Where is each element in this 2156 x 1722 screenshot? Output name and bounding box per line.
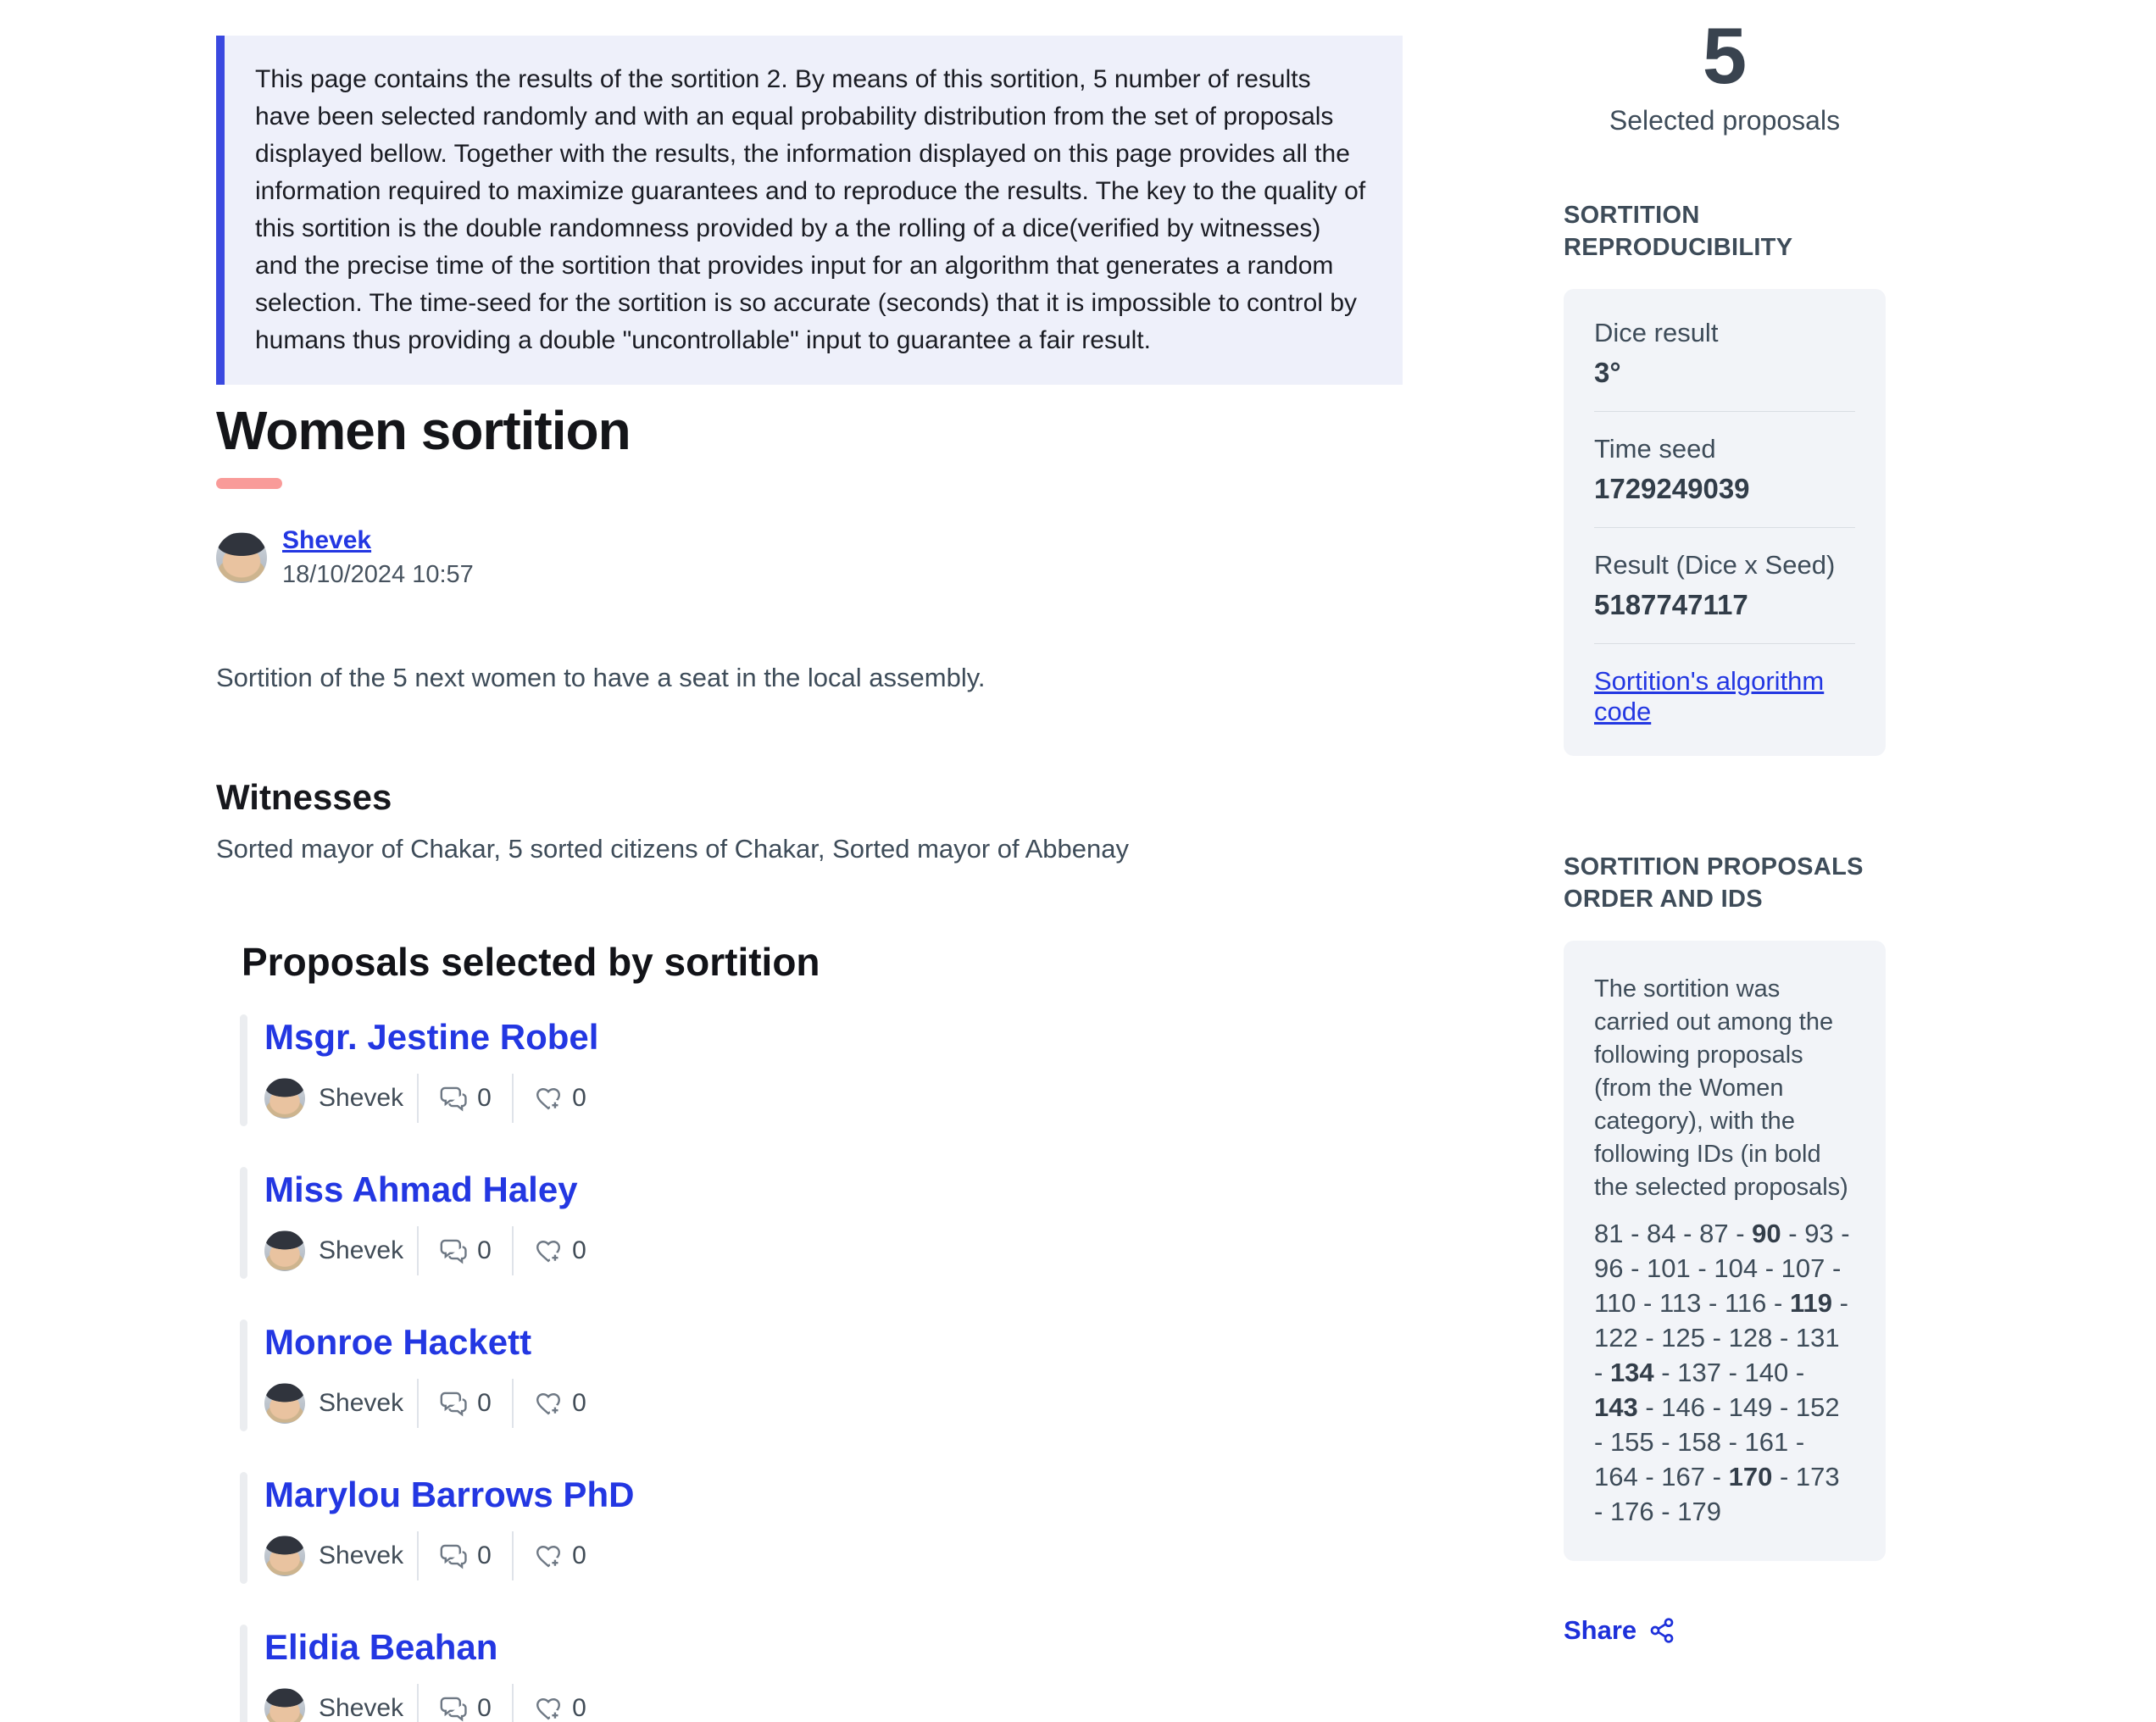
comment-count: 0 (477, 1541, 492, 1569)
proposal-card (240, 1319, 1403, 1431)
witnesses-heading: Witnesses (216, 777, 392, 817)
divider (1594, 643, 1855, 644)
witnesses-text: Sorted mayor of Chakar, 5 sorted citizens of Chakar, Sorted mayor of Abbenay (216, 834, 1129, 864)
endorsement-heart-icon (534, 1084, 563, 1113)
proposal-author-name: Shevek (319, 1694, 404, 1722)
proposal-author-avatar (264, 1536, 305, 1576)
share-button[interactable] (1564, 1615, 1675, 1646)
proposal-author-avatar (264, 1078, 305, 1119)
comments-meta (419, 1236, 512, 1265)
comments-icon (439, 1236, 468, 1265)
proposal-card (240, 1625, 1403, 1722)
comment-count: 0 (477, 1694, 492, 1722)
time-seed-value: 1729249039 (1594, 473, 1750, 504)
share-label: Share (1564, 1615, 1637, 1645)
sidebar (1564, 11, 1886, 1646)
proposal-author-avatar (264, 1383, 305, 1424)
proposal-title (264, 1475, 1403, 1514)
selected-proposals-counter (1564, 11, 1886, 136)
comments-icon (439, 1389, 468, 1418)
dice-x-seed-value: 5187747117 (1594, 589, 1748, 620)
proposal-list (240, 1014, 1403, 1722)
proposal-author-avatar (264, 1230, 305, 1271)
proposal-title (264, 1628, 1403, 1667)
order-heading: SORTITION PROPOSALS ORDER AND IDS (1564, 853, 1864, 913)
order-box (1564, 941, 1886, 1561)
proposal-author (264, 1688, 417, 1722)
endorsement-heart-icon (534, 1389, 563, 1418)
endorsement-heart-icon (534, 1236, 563, 1265)
reproducibility-box (1564, 289, 1886, 756)
proposal-meta (264, 1379, 1403, 1428)
comments-meta (419, 1541, 512, 1570)
publish-date: 18/10/2024 10:57 (282, 561, 474, 588)
main-column (216, 36, 1403, 1722)
endorsement-count: 0 (572, 1084, 586, 1112)
title-accent-rule (216, 478, 282, 489)
author-meta (282, 526, 474, 589)
proposal-title (264, 1018, 1403, 1057)
endorsement-count: 0 (572, 1694, 586, 1722)
proposal-author-name: Shevek (319, 1541, 404, 1569)
order-intro-text: The sortition was carried out among the following proposals (from the Women category), with the following IDs (in bold the selected proposals) (1594, 975, 1848, 1201)
endorsement-heart-icon (534, 1541, 563, 1570)
sortition-ids: 81 - 84 - 87 - 90 - 93 - 96 - 101 - 104 - 107 - 110 - 113 - 116 - 119 - 122 - 125 - 128 - 131 - 134 - 137 - 140 - 143 - 146 - 149 - 152 - 155 - 158 - 161 - 164 - 167 - 170 - 173 - 176 - 179 (1594, 1219, 1850, 1526)
endorsement-count: 0 (572, 1236, 586, 1264)
selected-count-label: Selected proposals (1609, 105, 1841, 136)
proposal-author-name: Shevek (319, 1389, 404, 1417)
dice-result-value: 3° (1594, 357, 1621, 388)
author-block (216, 526, 1403, 589)
comments-meta (419, 1694, 512, 1722)
dice-result-label: Dice result (1594, 318, 1719, 347)
share-icon (1648, 1617, 1675, 1644)
comments-icon (439, 1541, 468, 1570)
divider (1594, 527, 1855, 528)
proposal-card (240, 1472, 1403, 1584)
endorsement-heart-icon (534, 1694, 563, 1722)
page-title: Women sortition (216, 400, 631, 461)
proposal-author-avatar (264, 1688, 305, 1722)
proposal-card (240, 1167, 1403, 1279)
proposal-title (264, 1323, 1403, 1362)
dice-x-seed-label: Result (Dice x Seed) (1594, 550, 1836, 580)
proposal-author (264, 1078, 417, 1119)
proposal-author (264, 1383, 417, 1424)
proposal-author-name: Shevek (319, 1236, 404, 1264)
endorsements-meta (514, 1389, 607, 1418)
proposal-card (240, 1014, 1403, 1126)
selected-count: 5 (1702, 11, 1748, 100)
proposal-author (264, 1536, 417, 1576)
proposal-title-link[interactable]: Monroe Hackett (264, 1322, 532, 1362)
comments-icon (439, 1694, 468, 1722)
proposal-title (264, 1170, 1403, 1209)
comment-count: 0 (477, 1236, 492, 1264)
endorsements-meta (514, 1694, 607, 1722)
author-name-link[interactable]: Shevek (282, 526, 372, 554)
proposals-heading: Proposals selected by sortition (242, 940, 820, 984)
sortition-description: Sortition of the 5 next women to have a seat in the local assembly. (216, 663, 986, 692)
endorsements-meta (514, 1236, 607, 1265)
comments-meta (419, 1084, 512, 1113)
algorithm-code-link[interactable]: Sortition's algorithm code (1594, 666, 1825, 726)
comments-icon (439, 1084, 468, 1113)
endorsement-count: 0 (572, 1541, 586, 1569)
comment-count: 0 (477, 1084, 492, 1112)
proposal-title-link[interactable]: Marylou Barrows PhD (264, 1475, 635, 1514)
time-seed-label: Time seed (1594, 434, 1716, 464)
endorsements-meta (514, 1084, 607, 1113)
comments-meta (419, 1389, 512, 1418)
author-avatar[interactable] (216, 532, 267, 583)
proposal-title-link[interactable]: Msgr. Jestine Robel (264, 1017, 599, 1057)
proposal-author (264, 1230, 417, 1271)
sortition-info-callout (216, 36, 1403, 385)
proposal-meta (264, 1531, 1403, 1580)
comment-count: 0 (477, 1389, 492, 1417)
endorsements-meta (514, 1541, 607, 1570)
proposal-meta (264, 1226, 1403, 1275)
proposal-meta (264, 1074, 1403, 1123)
proposal-title-link[interactable]: Miss Ahmad Haley (264, 1169, 578, 1209)
proposal-meta (264, 1684, 1403, 1722)
proposal-author-name: Shevek (319, 1084, 404, 1112)
reproducibility-heading: SORTITION REPRODUCIBILITY (1564, 202, 1793, 261)
divider (1594, 411, 1855, 412)
proposal-title-link[interactable]: Elidia Beahan (264, 1627, 498, 1667)
sortition-info-text: This page contains the results of the sortition 2. By means of this sortition, 5 number of results have been selected randomly and with an equal probability distribution from the set of proposals displayed bellow. Together with the results, the information displayed on this page provides all the information required to maximize guarantees and to reproduce the results. The key to the quality of this sortition is the double randomness provided by a the rolling of a dice(verified by witnesses) and the precise time of the sortition that provides input for an algorithm that generates a random selection. The time-seed for the sortition is so accurate (seconds) that it is impossible to control by humans thus providing a double "uncontrollable" input to guarantee a fair result. (255, 65, 1366, 354)
endorsement-count: 0 (572, 1389, 586, 1417)
